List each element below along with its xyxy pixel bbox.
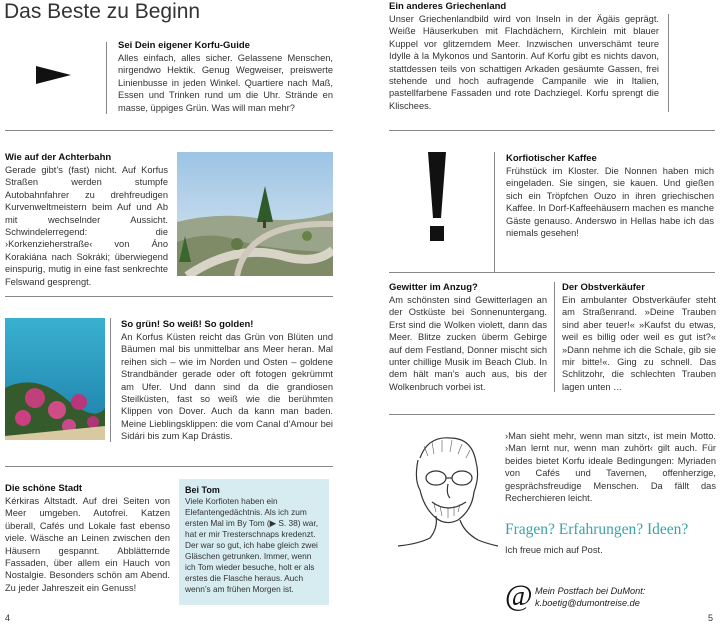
griechenland-text: Unser Griechenlandbild wird von Inseln in der Ägäis geprägt. Weiße Häuserkuben mit Flachdächern, Kirchlein mit blauer Kuppel vor glitzerndem Meer. Inzwischen unverschämt teure Idylle à la Mykonos und Santorin. Auf Korfu gibt es nichts davon, stattdessen teils von schattigen Arkaden gesäumte Gassen, frei stehende und hoch aufragende Campanile wie in Italien, pastellfarbene Fassaden und rote Dachziegel. Korfu sprengt die Klischees. [389, 14, 659, 111]
korfu-guide-heading: Sei Dein eigener Korfu-Guide [118, 40, 250, 51]
contact-subline: Ich freue mich auf Post. [505, 545, 603, 555]
left-rule-3 [5, 466, 333, 467]
korfu-guide-text: Alles einfach, alles sicher. Gelassene Menschen, nirgendwo Hektik. Genug Wegweiser, preiswerte Linienbusse in jeden Winkel. Quartiere nach Maß, Essen und Trinken rund um die Uhr. Strände en masse, üppiges Grün. Was will man mehr? [118, 53, 333, 113]
author-portrait-sketch [388, 428, 500, 548]
achterbahn-heading: Wie auf der Achterbahn [5, 152, 112, 163]
griechenland-divider [668, 14, 669, 112]
page-number-right: 5 [708, 613, 714, 623]
right-rule-1 [389, 130, 715, 131]
postfach-block [535, 585, 645, 609]
stadt-text: Kérkiras Altstadt. Auf drei Seiten von Meer umgeben. Autofrei. Katzen überall, Cafés und Lokale fast ebenso viele. Wäsche an Leinen zwischen den Häusern gespannt. Abblätternde Fassaden, über allem ein Hauch von Nostalgie. Besonders schön am Abend. Zu jeder Jahreszeit ein Genuss! [5, 496, 170, 593]
guide-divider [106, 42, 107, 114]
flowers-sea-photo [5, 318, 105, 440]
stadt-heading: Die schöne Stadt [5, 483, 83, 494]
gewitter-block [389, 282, 547, 393]
postfach-label: Mein Postfach bei DuMont: [535, 586, 646, 596]
gewitter-text: Am schönsten sind Gewitterlagen an der Ostküste bei Sonnenuntergang. Erst sind die Wolken violett, dann das Meer. Blitze zucken überm Gebirge auf dem Festland, Donner mischt sich unter chillige Musik im Beach Club. In dem hält man’s auch aus, bis der Wolkenbruch vorbei ist. [389, 295, 547, 392]
page-number-left: 4 [5, 613, 11, 623]
tom-box [179, 479, 329, 605]
obst-heading: Der Obstverkäufer [562, 282, 645, 293]
email-link[interactable]: k.boetig@dumontreise.de [535, 598, 640, 608]
exclamation-icon [425, 152, 449, 244]
achterbahn-block [5, 152, 168, 288]
contact-heading: Fragen? Erfahrungen? Ideen? [505, 521, 689, 538]
right-rule-3 [389, 414, 715, 415]
griechenland-block [389, 1, 659, 112]
winding-road-photo [177, 152, 333, 276]
obst-text: Ein ambulanter Obstverkäufer steht am Straßenrand. »Deine Trauben sind aber teuer!« »Kaufst du etwas, weil es billig oder weil es gut ist?« »Dann nehme ich die Schale, gib sie mir bitte!«. Ging zu schnell. Das Schlitzohr, die schlechten Trauben lagen unten … [562, 295, 716, 392]
gruen-text: An Korfus Küsten reicht das Grün von Blüten und Bäumen mal bis unmittelbar ans Meer heran. Mal reihen sich – wie im Norden und Osten – goldene Strandbänder gerade oder oft fotogen gekrümmt am Ufer. Und dann sind da die grandiosen Steilküsten, fast so weiß wie die berühmten Klippen von Dover. Auch da kann man baden. Meine Lieblingsklippen: die vom Canal d’Amour bei Sidári bis zum Kap Drástis. [121, 332, 333, 442]
gewitter-heading: Gewitter im Anzug? [389, 282, 478, 293]
page-title: Das Beste zu Beginn [4, 0, 201, 23]
kaffee-heading: Korfiotischer Kaffee [506, 153, 597, 164]
left-rule-1 [5, 130, 333, 131]
right-rule-2 [389, 272, 715, 273]
play-triangle-icon [34, 64, 74, 86]
griechenland-heading: Ein anderes Griechenland [389, 1, 507, 12]
obst-block [562, 282, 716, 393]
motto-text: ›Man sieht mehr, wenn man sitzt‹, ist mein Motto. ›Man lernt nur, wenn man zuhört‹ gilt auch. Für beides bietet Korfu ideale Bedingungen: Myriaden von Cafés und Tavernen, offenherzige, gesprächsfreudige Menschen. Da fällt das Recherchieren leicht. [505, 431, 716, 504]
gruen-heading: So grün! So weiß! So golden! [121, 319, 254, 330]
tom-heading: Bei Tom [185, 485, 220, 495]
korfu-guide-block [118, 40, 333, 114]
stadt-block [5, 483, 170, 594]
left-rule-2 [5, 296, 333, 297]
kaffee-divider [494, 152, 495, 272]
tom-text: Viele Korfioten haben ein Elefantengedächtnis. Als ich zum ersten Mal im By Tom (▶ S. 38) war, hat er mir Tresterschnaps kredenzt. Der war so gut, ich habe gleich zwei Gläschen getrunken. Immer, wenn ich Tom wieder besuche, holt er als erstes die Flasche heraus. Auch wenn’s am frühen Morgen ist. [185, 496, 319, 594]
gruen-divider [110, 318, 111, 442]
kaffee-block [506, 153, 714, 239]
gruen-block [121, 319, 333, 443]
motto-block [505, 430, 716, 504]
achterbahn-text: Gerade gibt’s (fast) nicht. Auf Korfus Straßen werden stumpfe Autobahnfahrer zu drehfreudigen Kurvenweltmeistern beim Auf und Ab mit wechselnder Aussicht. Schwindelerregend: die ›Korkenzieherstraße‹ von Áno Korakiána nach Sokráki; überwiegend einspurig, mutig in eine fast senkrechte Felswand gesprengt. [5, 165, 168, 287]
kaffee-text: Frühstück im Kloster. Die Nonnen haben mich eingeladen. Sie singen, sie kauen. Und gießen sich ein Tröpfchen Ouzo in ihren griechischen Kaffee. In Dorf-Kaffeehäusern machen es manche Gäste genauso. Anderswo in Hellas habe ich das niemals gesehen! [506, 166, 714, 239]
at-icon: @ [505, 579, 533, 612]
obst-divider [554, 282, 555, 392]
